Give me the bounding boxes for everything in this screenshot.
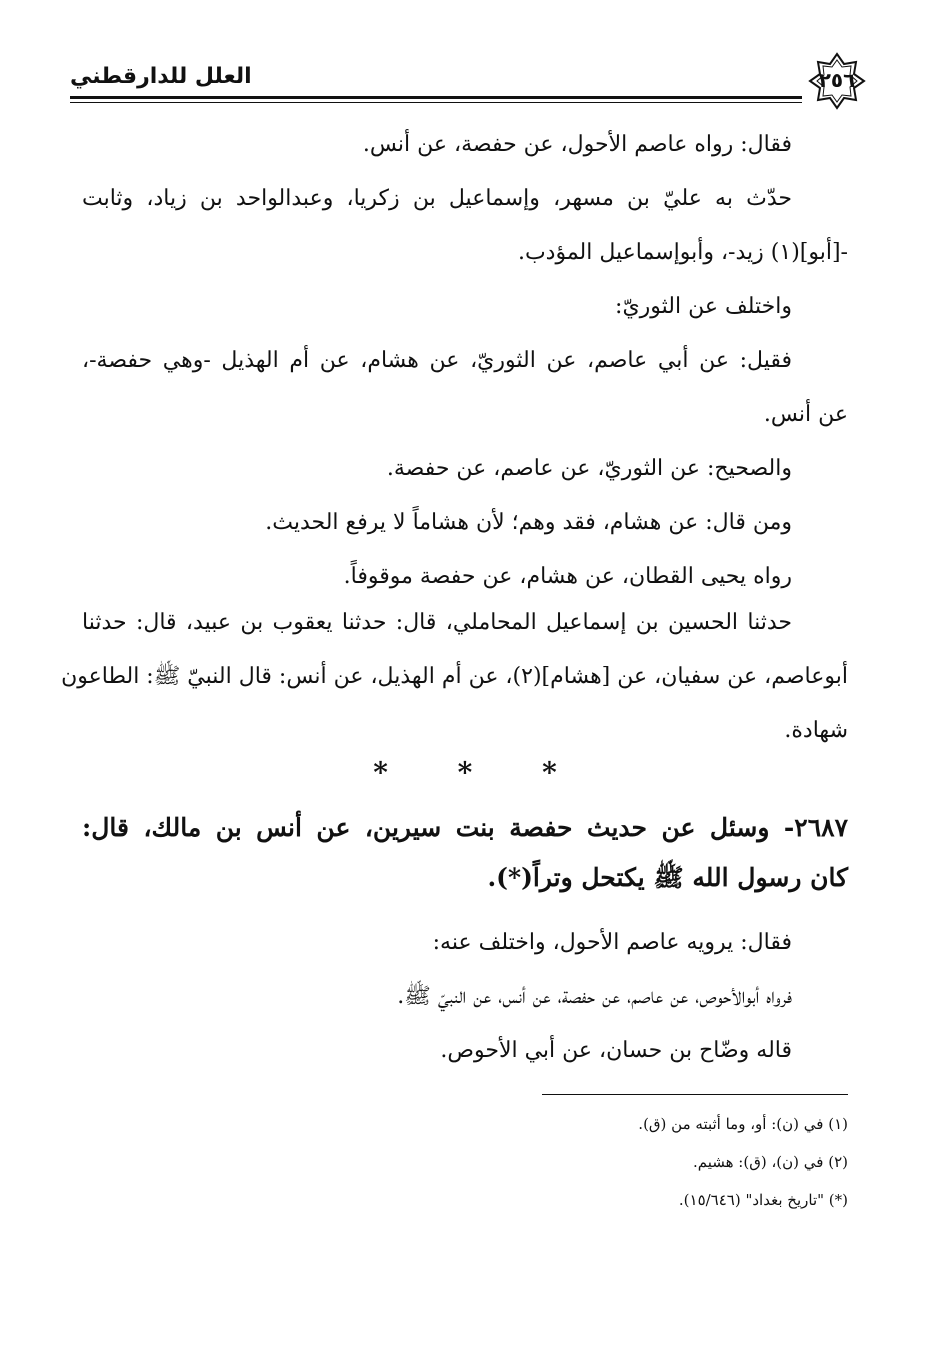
paragraph-line: فرواه أبوالأحوص، عن عاصم، عن حفصة، عن أنس، عن النبيّ ﷺ. <box>397 984 792 1009</box>
footnote: (١) في (ن): أو، وما أثبته من (ق). <box>638 1115 848 1133</box>
paragraph-line: واختلف عن الثوريّ: <box>615 294 792 319</box>
header-rule-thick <box>70 96 802 99</box>
paragraph-line: رواه يحيى القطان، عن هشام، عن حفصة موقوفاً. <box>343 564 792 589</box>
paragraph-line: أبوعاصم، عن سفيان، عن [هشام](٢)، عن أم الهذيل، عن أنس: قال النبيّ ﷺ: الطاعون <box>61 664 848 689</box>
paragraph-line: -[أبو](١) زيد-، وأبوإسماعيل المؤدب. <box>517 240 848 265</box>
paragraph-line: والصحيح: عن الثوريّ، عن عاصم، عن حفصة. <box>386 456 792 481</box>
section-separator <box>0 756 930 789</box>
footnote: (٢) في (ن)، (ق): هشيم. <box>692 1153 848 1171</box>
paragraph-line: فقال: يرويه عاصم الأحول، واختلف عنه: <box>432 930 792 955</box>
page-header <box>70 60 860 106</box>
page-number-badge <box>808 52 866 110</box>
book-title: العلل للدارقطني <box>70 64 252 89</box>
header-rule-thin <box>70 102 802 103</box>
paragraph-line: فقال: رواه عاصم الأحول، عن حفصة، عن أنس. <box>362 132 792 157</box>
paragraph-line: شهادة. <box>784 718 848 743</box>
separator-star: * <box>373 756 388 789</box>
separator-star: * <box>457 756 473 789</box>
footnote: (*) "تاريخ بغداد" (١٥/٦٤٦). <box>678 1191 848 1209</box>
page-number: ٢٥٦ <box>818 68 856 92</box>
paragraph-line: فقيل: عن أبي عاصم، عن الثوريّ، عن هشام، عن أم الهذيل -وهي حفصة-، <box>82 348 792 373</box>
paragraph-line: قاله وضّاح بن حسان، عن أبي الأحوص. <box>440 1038 792 1063</box>
hadith-heading: ٢٦٨٧- وسئل عن حديث حفصة بنت سيرين، عن أنس بن مالك، قال: <box>82 813 848 842</box>
separator-star: * <box>542 756 557 789</box>
hadith-heading: كان رسول الله ﷺ يكتحل وتراً(*). <box>487 863 848 892</box>
paragraph-line: حدثنا الحسين بن إسماعيل المحاملي، قال: حدثنا يعقوب بن عبيد، قال: حدثنا <box>82 610 792 635</box>
paragraph-line: حدّث به عليّ بن مسهر، وإسماعيل بن زكريا، وعبدالواحد بن زياد، وثابت <box>82 186 792 211</box>
paragraph-line: ومن قال: عن هشام، فقد وهم؛ لأن هشاماً لا يرفع الحديث. <box>265 510 792 535</box>
footnote-separator <box>542 1094 848 1095</box>
paragraph-line: عن أنس. <box>763 402 848 427</box>
